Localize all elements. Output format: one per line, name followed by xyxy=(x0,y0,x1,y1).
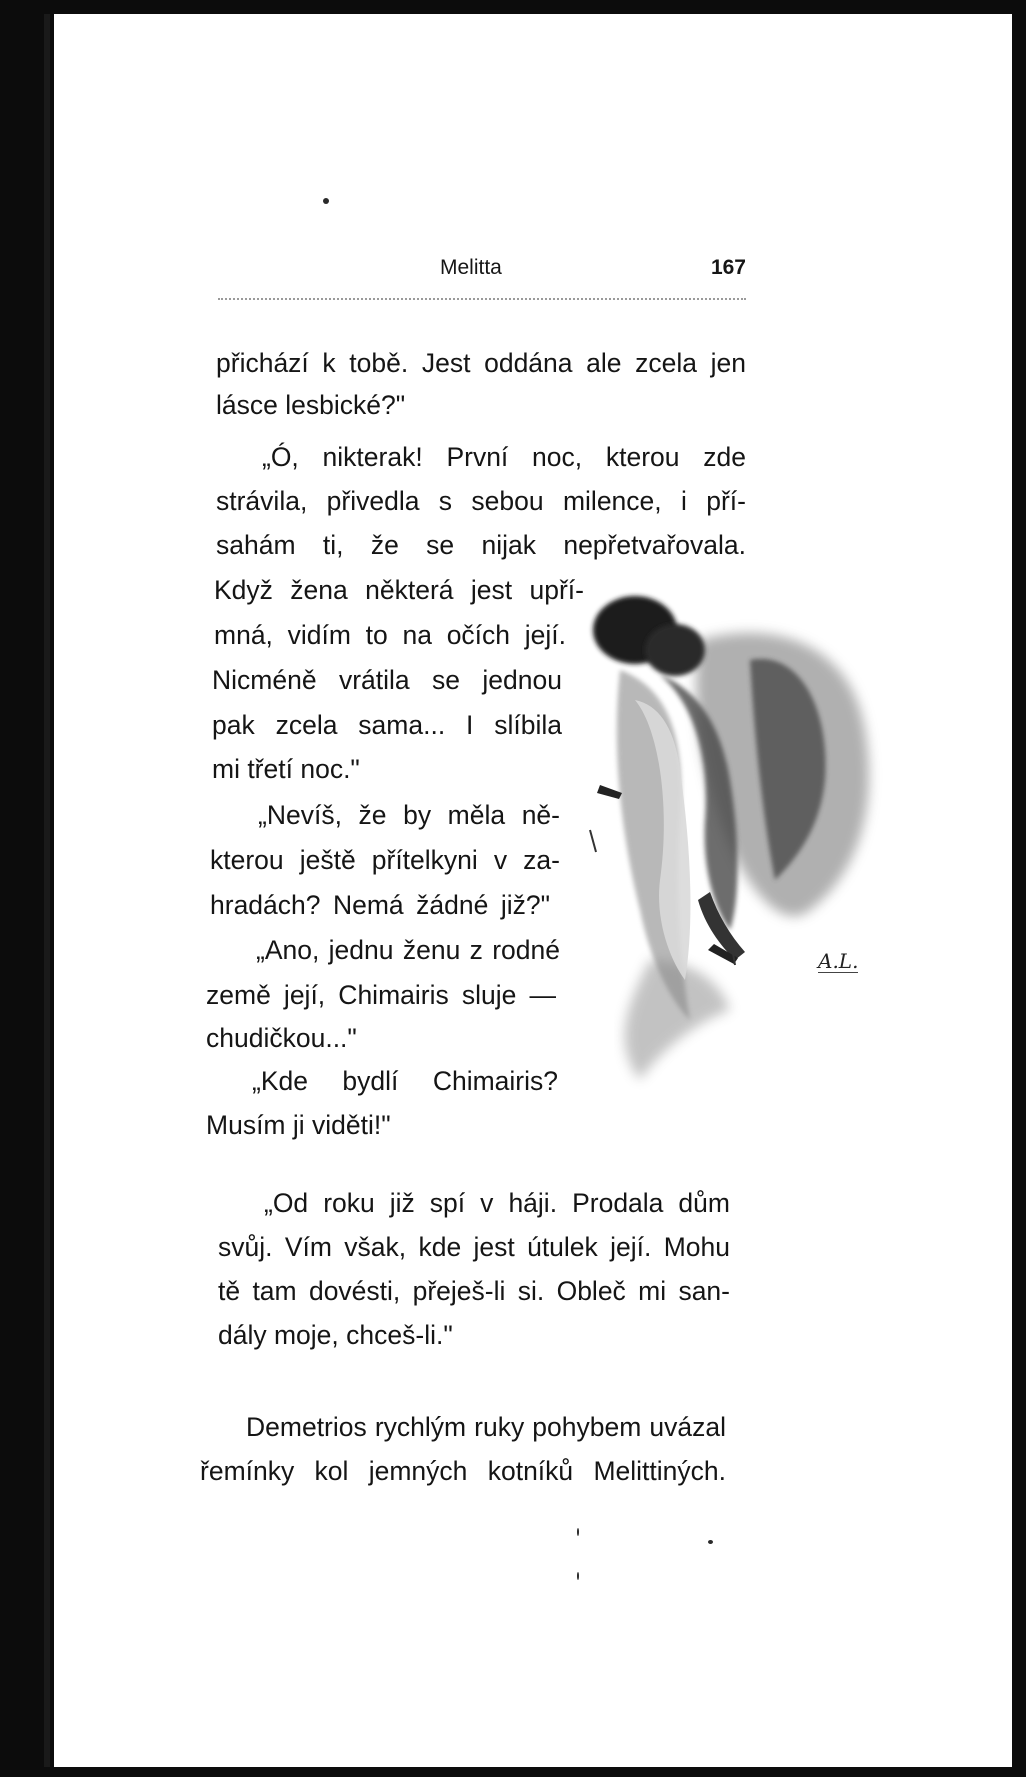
text-line: „Ano, jednu ženu z rodné xyxy=(256,935,560,965)
text-line: řemínky kol jemných kotníků Melittiných. xyxy=(200,1456,726,1486)
text-line: „Kde bydlí Chimairis? xyxy=(252,1066,558,1096)
text-line: strávila, přivedla s sebou milence, i pří- xyxy=(216,486,746,516)
text-line: Nicméně vrátila se jednou xyxy=(212,665,562,695)
text-line: „Nevíš, že by měla ně- xyxy=(258,800,560,830)
text-line: Když žena některá jest upří- xyxy=(214,575,584,605)
text-line: kterou ještě přítelkyni v za- xyxy=(210,845,560,875)
text-line: Musím ji viděti!" xyxy=(206,1110,391,1140)
text-line: mi třetí noc." xyxy=(212,754,360,784)
text-line: sahám ti, že se nijak nepřetvařovala. xyxy=(216,530,746,560)
artist-signature: A.L. xyxy=(818,949,859,973)
text-line: chudičkou..." xyxy=(206,1023,357,1053)
ink-speck xyxy=(708,1540,713,1544)
text-line: pak zcela sama... I slíbila xyxy=(212,710,562,740)
text-line: svůj. Vím však, kde jest útulek její. Mohu xyxy=(218,1232,730,1262)
page-number: 167 xyxy=(710,256,746,279)
text-line: dály moje, chceš-li." xyxy=(218,1320,453,1350)
running-header xyxy=(216,256,746,286)
text-line: tě tam dovésti, přeješ-li si. Obleč mi san- xyxy=(218,1276,730,1306)
text-line: „Od roku již spí v háji. Prodala dům xyxy=(264,1188,730,1218)
couple-illustration xyxy=(580,580,890,1100)
page-edge xyxy=(44,14,50,1767)
text-line: mná, vidím to na očích její. xyxy=(214,620,566,650)
text-line: přichází k tobě. Jest oddána ale zcela jen xyxy=(216,348,746,378)
text-line: lásce lesbické?" xyxy=(216,390,406,420)
ink-speck xyxy=(577,1528,579,1536)
text-line: „Ó, nikterak! První noc, kterou zde xyxy=(262,442,746,472)
illustration xyxy=(580,580,890,1100)
ink-speck xyxy=(323,198,329,204)
text-line: hradách? Nemá žádné již?" xyxy=(210,890,550,920)
running-title: Melitta xyxy=(440,256,502,279)
ink-speck xyxy=(577,1572,579,1580)
header-rule xyxy=(218,298,746,300)
text-line: Demetrios rychlým ruky pohybem uvázal xyxy=(246,1412,726,1442)
text-line: země její, Chimairis sluje — xyxy=(206,980,556,1010)
